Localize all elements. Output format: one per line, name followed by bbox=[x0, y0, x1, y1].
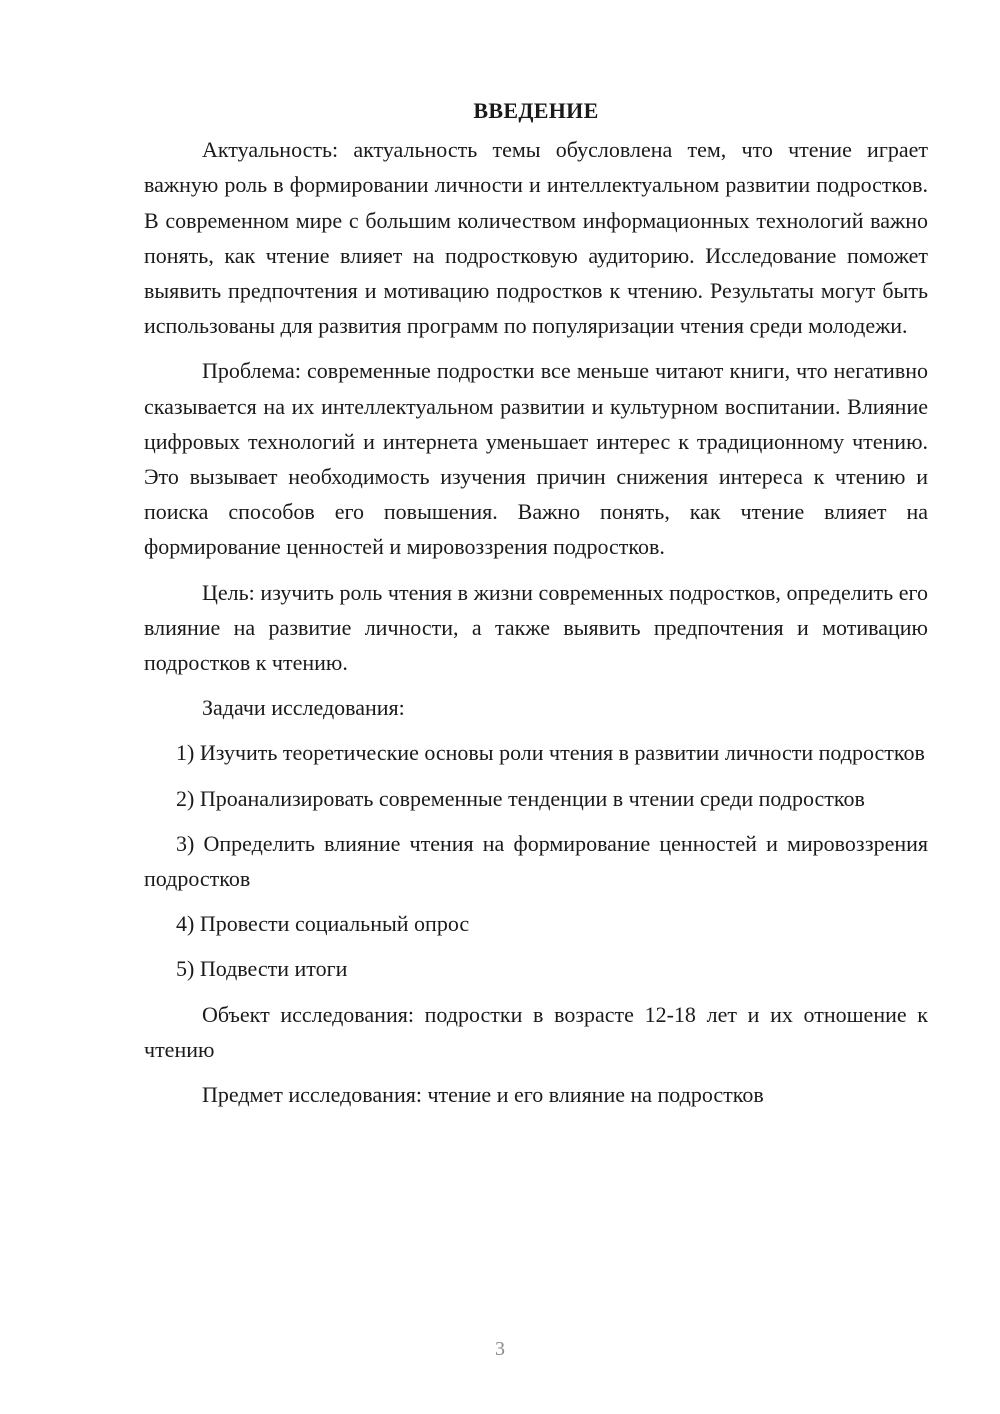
section-title: ВВЕДЕНИЕ bbox=[473, 98, 599, 123]
paragraph-relevance: Актуальность: актуальность темы обусловлена тем, что чтение играет важную роль в формировании личности и интеллектуальном развитии подростков. В современном мире с большим количеством информационных технологий важно понять, как чтение влияет на подростковую аудиторию. Исследование поможет выявить предпочтения и мотивацию подростков к чтению. Результаты могут быть использованы для развития программ по популяризации чтения среди молодежи. bbox=[144, 137, 928, 339]
task-item-3: 3) Определить влияние чтения на формирование ценностей и мировоззрения подростков bbox=[144, 830, 928, 892]
paragraph-object: Объект исследования: подростки в возрасте 12-18 лет и их отношение к чтению bbox=[144, 1001, 928, 1062]
task-item-4: 4) Провести социальный опрос bbox=[176, 911, 470, 937]
task-item-5: 5) Подвести итоги bbox=[176, 956, 348, 982]
task-item-1: 1) Изучить теоретические основы роли чтения в развитии личности подростков bbox=[176, 740, 925, 766]
paragraph-subject: Предмет исследования: чтение и его влияние на подростков bbox=[202, 1082, 764, 1108]
paragraph-tasks-heading: Задачи исследования: bbox=[202, 695, 405, 721]
page-content bbox=[144, 93, 928, 1122]
paragraph-goal: Цель: изучить роль чтения в жизни современных подростков, определить его влияние на развитие личности, а также выявить предпочтения и мотивацию подростков к чтению. bbox=[144, 579, 928, 676]
page-number: 3 bbox=[495, 1338, 505, 1360]
task-item-2: 2) Проанализировать современные тенденции в чтении среди подростков bbox=[176, 785, 865, 811]
paragraph-problem: Проблема: современные подростки все меньше читают книги, что негативно сказывается на их интеллектуальном развитии и культурном воспитании. Влияние цифровых технологий и интернета уменьшает интерес к традиционному чтению. Это вызывает необходимость изучения причин снижения интереса к чтению и поиска способов его повышения. Важно понять, как чтение влияет на формирование ценностей и мировоззрения подростков. bbox=[144, 358, 928, 560]
